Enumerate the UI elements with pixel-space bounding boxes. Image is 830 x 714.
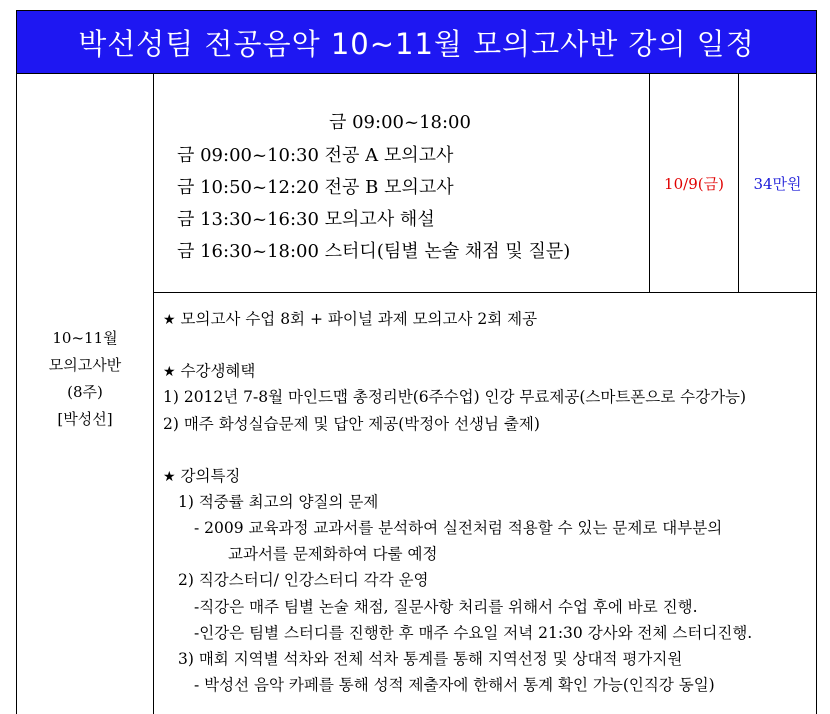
schedule-table <box>16 74 817 714</box>
course-type: 모의고사반 <box>48 356 122 374</box>
star-icon: ★ <box>163 364 176 380</box>
feature-detail: - 2009 교육과정 교과서를 분석하여 실전처럼 적용할 수 있는 문제로 대부분의 <box>194 519 723 537</box>
page-title: 박선성팀 전공음악 10~11월 모의고사반 강의 일정 <box>16 10 817 74</box>
benefits-title: 수강생혜택 <box>180 362 256 380</box>
details-cell <box>154 293 816 713</box>
course-name: 10~11월 <box>52 329 118 347</box>
start-date: 10/9(금) <box>664 174 724 193</box>
schedule-line: 금 09:00~10:30 전공 A 모의고사 <box>177 145 454 166</box>
benefit-item: 1) 2012년 7-8월 마인드맵 총정리반(6주수업) 인강 무료제공(스마트폰으로 수강가능) <box>163 388 747 406</box>
schedule-line: 금 10:50~12:20 전공 B 모의고사 <box>177 177 454 198</box>
course-info-cell <box>17 74 153 714</box>
schedule-line: 금 16:30~18:00 스터디(팀별 논술 채점 및 질문) <box>177 241 571 262</box>
feature-detail: -직강은 매주 팀별 논술 채점, 질문사항 처리를 위해서 수업 후에 바로 진행. <box>194 598 698 616</box>
feature-detail: - 박성선 음악 카페를 통해 성적 제출자에 한해서 통계 확인 가능(인직강 동일) <box>194 676 715 694</box>
schedule-line: 금 13:30~16:30 모의고사 해설 <box>177 209 435 230</box>
benefit-item: 2) 매주 화성실습문제 및 답안 제공(박정아 선생님 출제) <box>163 415 540 433</box>
schedule-head: 금 09:00~18:00 <box>329 112 471 133</box>
schedule-cell <box>154 74 649 292</box>
feature-detail: -인강은 팀별 스터디를 진행한 후 매주 수요일 저녁 21:30 강사와 전체 스터디진행. <box>194 624 753 642</box>
feature-item: 1) 적중률 최고의 양질의 문제 <box>178 493 379 511</box>
features-heading <box>163 464 240 486</box>
course-weeks: (8주) <box>67 383 103 401</box>
benefits-heading <box>163 359 255 381</box>
feature-detail: 교과서를 문제화하여 다룰 예정 <box>228 545 438 563</box>
feature-item: 2) 직강스터디/ 인강스터디 각각 운영 <box>178 571 429 589</box>
feature-item: 3) 매회 지역별 석차와 전체 석차 통계를 통해 지역선정 및 상대적 평가지원 <box>178 650 683 668</box>
course-instructor: [박성선] <box>57 410 113 428</box>
star-icon: ★ <box>163 312 176 328</box>
star-icon: ★ <box>163 469 176 485</box>
summary-line <box>163 307 537 329</box>
summary-text: 모의고사 수업 8회 + 파이널 과제 모의고사 2회 제공 <box>180 310 538 328</box>
price: 34만원 <box>753 174 802 193</box>
features-title: 강의특징 <box>180 467 241 485</box>
